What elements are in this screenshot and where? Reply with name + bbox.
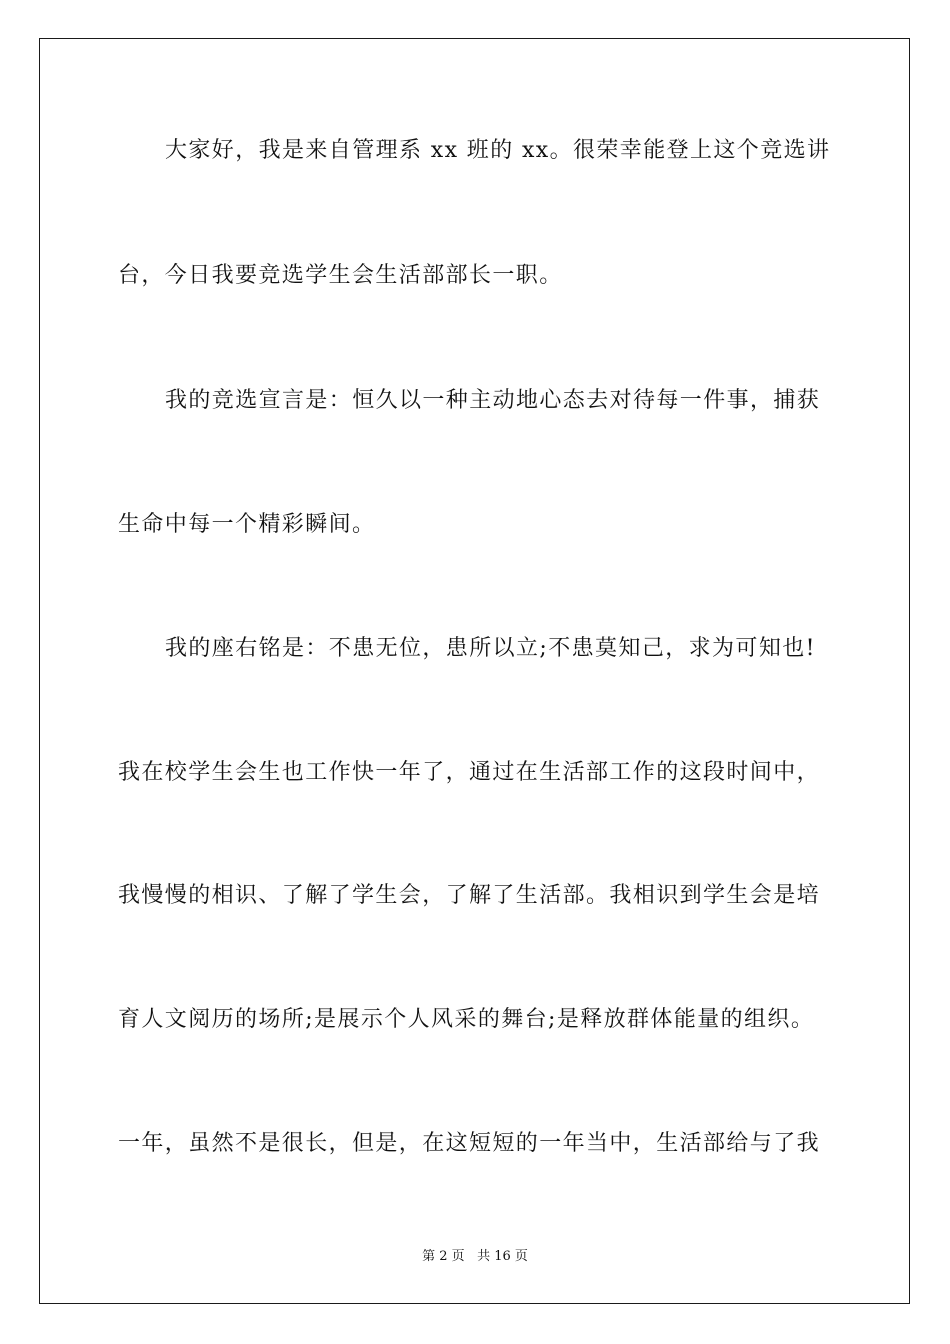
paragraph-line: 我在校学生会生也工作快一年了，通过在生活部工作的这段时间中， xyxy=(118,760,821,785)
page-border xyxy=(39,38,910,1304)
paragraph-line: 我的座右铭是：不患无位，患所以立;不患莫知己，求为可知也! xyxy=(165,636,816,661)
paragraph-line: 一年，虽然不是很长，但是，在这短短的一年当中，生活部给与了我 xyxy=(118,1131,821,1156)
paragraph-line: 大家好，我是来自管理系 xx 班的 xx。很荣幸能登上这个竞选讲 xyxy=(165,138,831,163)
paragraph-line: 育人文阅历的场所;是展示个人风采的舞台;是释放群体能量的组织。 xyxy=(118,1007,815,1032)
page-total: 共 16 页 xyxy=(477,1249,528,1264)
paragraph-line: 生命中每一个精彩瞬间。 xyxy=(118,512,376,537)
paragraph-line: 我慢慢的相识、了解了学生会，了解了生活部。我相识到学生会是培 xyxy=(118,883,821,908)
paragraph-line: 台，今日我要竞选学生会生活部部长一职。 xyxy=(118,263,563,288)
paragraph-line: 我的竞选宣言是：恒久以一种主动地心态去对待每一件事，捕获 xyxy=(165,388,821,413)
page-number: 第 2 页 xyxy=(422,1249,465,1264)
page-footer xyxy=(0,1248,950,1266)
